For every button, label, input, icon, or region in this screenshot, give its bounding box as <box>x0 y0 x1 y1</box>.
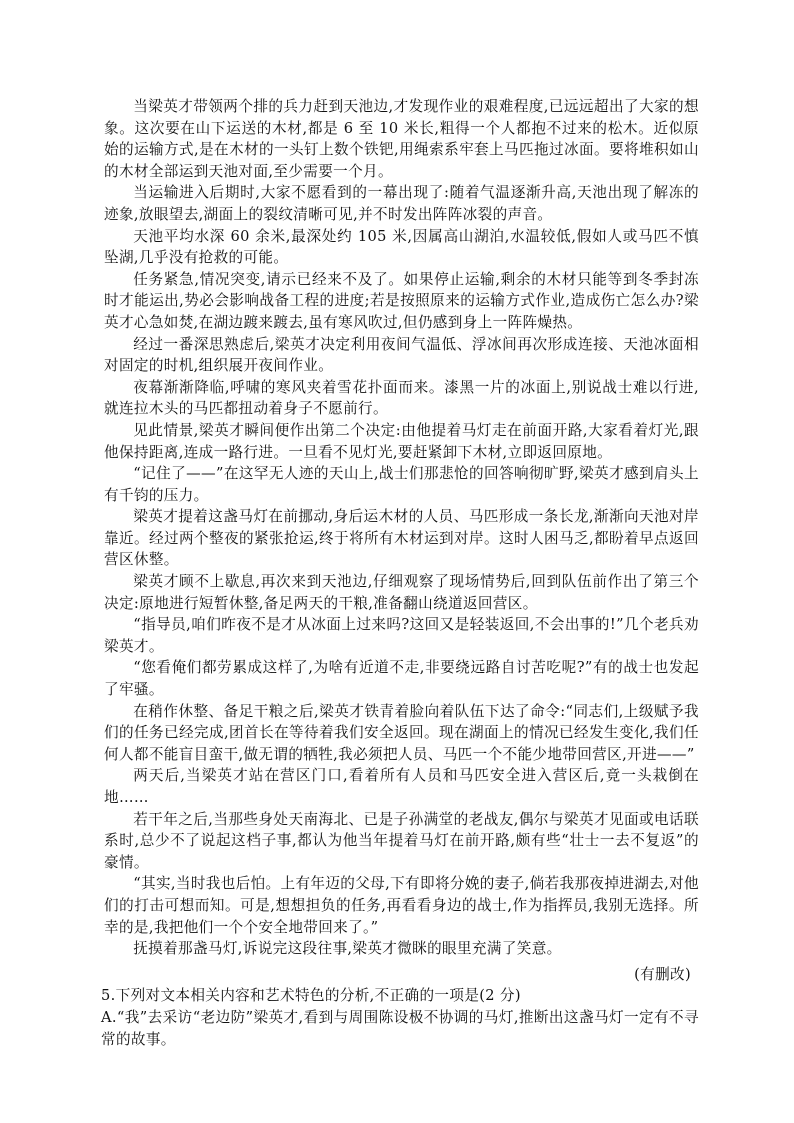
paragraph-12: “您看俺们都劳累成这样了,为啥有近道不走,非要绕远路自讨苦吃呢?”有的战士也发起了牢骚。 <box>104 659 699 699</box>
question-5: 5.下列对文本相关内容和艺术特色的分析,不正确的一项是(2 分) <box>101 987 521 1005</box>
paragraph-3: 天池平均水深 60 余米,最深处约 105 米,因属高山湖泊,水温较低,假如人或马匹不慎坠湖,几乎没有抢救的可能。 <box>104 227 699 267</box>
paragraph-4: 任务紧急,情况突变,请示已经来不及了。如果停止运输,剩余的木材只能等到冬季封冻时才能运出,势必会影响战备工程的进度;若是按照原来的运输方式作业,造成伤亡怎么办?梁英才心急如焚,在湖边踱来踱去,虽有寒风吹过,但仍感到身上一阵阵燥热。 <box>104 270 699 331</box>
option-a: A.“我”去采访“老边防”梁英才,看到与周围陈设极不协调的马灯,推断出这盏马灯一定有不寻常的故事。 <box>101 1008 699 1048</box>
paragraph-7: 见此情景,梁英才瞬间便作出第二个决定:由他提着马灯走在前面开路,大家看着灯光,跟他保持距离,连成一路行进。一旦看不见灯光,要赶紧卸下木材,立即返回原地。 <box>104 421 699 461</box>
paragraph-10: 梁英才顾不上歇息,再次来到天池边,仔细观察了现场情势后,回到队伍前作出了第三个决定:原地进行短暂休整,备足两天的干粮,准备翻山绕道返回营区。 <box>104 573 699 612</box>
paragraph-14: 两天后,当梁英才站在营区门口,看着所有人员和马匹安全进入营区后,竟一头栽倒在地…… <box>104 767 699 806</box>
paragraph-16: “其实,当时我也后怕。上有年迈的父母,下有即将分娩的妻子,倘若我那夜掉进湖去,对他们的打击可想而知。可是,想想担负的任务,再看看身边的战士,作为指挥员,我别无选择。所幸的是,我把他们一个个安全地带回来了。” <box>104 875 699 936</box>
paragraph-5: 经过一番深思熟虑后,梁英才决定利用夜间气温低、浮冰间再次形成连接、天池冰面相对固定的时机,组织展开夜间作业。 <box>104 335 699 375</box>
paragraph-1: 当梁英才带领两个排的兵力赶到天池边,才发现作业的艰难程度,已远远超出了大家的想象。这次要在山下运送的木材,都是 6 至 10 米长,粗得一个人都抱不过来的松木。近似原始的运输方式,是在木材的一头钉上数个铁钯,用绳索系牢套上马匹拖过冰面。要将堆积如山的木材全部运到天池对面,至少需要一个月。 <box>104 98 699 180</box>
paragraph-8: “记住了——”在这罕无人迹的天山上,战士们那悲怆的回答响彻旷野,梁英才感到肩头上有千钧的压力。 <box>104 465 699 504</box>
paragraph-15: 若干年之后,当那些身处天南海北、已是子孙满堂的老战友,偶尔与梁英才见面或电话联系时,总少不了说起这档子事,都认为他当年提着马灯在前开路,颇有些“壮士一去不复返”的豪情。 <box>104 810 699 871</box>
paragraph-2: 当运输进入后期时,大家不愿看到的一幕出现了:随着气温逐渐升高,天池出现了解冻的迹象,放眼望去,湖面上的裂纹清晰可见,并不时发出阵阵冰裂的声音。 <box>104 184 699 223</box>
paragraph-17: 抚摸着那盏马灯,诉说完这段往事,梁英才微眯的眼里充满了笑意。 <box>133 940 562 958</box>
paragraph-11: “指导员,咱们昨夜不是才从冰面上过来吗?这回又是轻装返回,不会出事的!”几个老兵劝梁英才。 <box>104 616 699 655</box>
source-note: (有删改) <box>634 965 691 983</box>
paragraph-13: 在稍作休整、备足干粮之后,梁英才铁青着脸向着队伍下达了命令:“同志们,上级赋予我们的任务已经完成,团首长在等待着我们安全返回。现在湖面上的情况已经发生变化,我们任何人都不能盲目蛮干,做无谓的牺牲,我必须把人员、马匹一个不能少地带回营区,开进——” <box>104 702 699 763</box>
paragraph-6: 夜幕渐渐降临,呼啸的寒风夹着雪花扑面而来。漆黑一片的冰面上,别说战士难以行进,就连拉木头的马匹都扭动着身子不愿前行。 <box>104 378 699 418</box>
paragraph-9: 梁英才提着这盏马灯在前挪动,身后运木材的人员、马匹形成一条长龙,渐渐向天池对岸靠近。经过两个整夜的紧张抢运,终于将所有木材运到对岸。这时人困马乏,都盼着早点返回营区休整。 <box>104 508 699 569</box>
